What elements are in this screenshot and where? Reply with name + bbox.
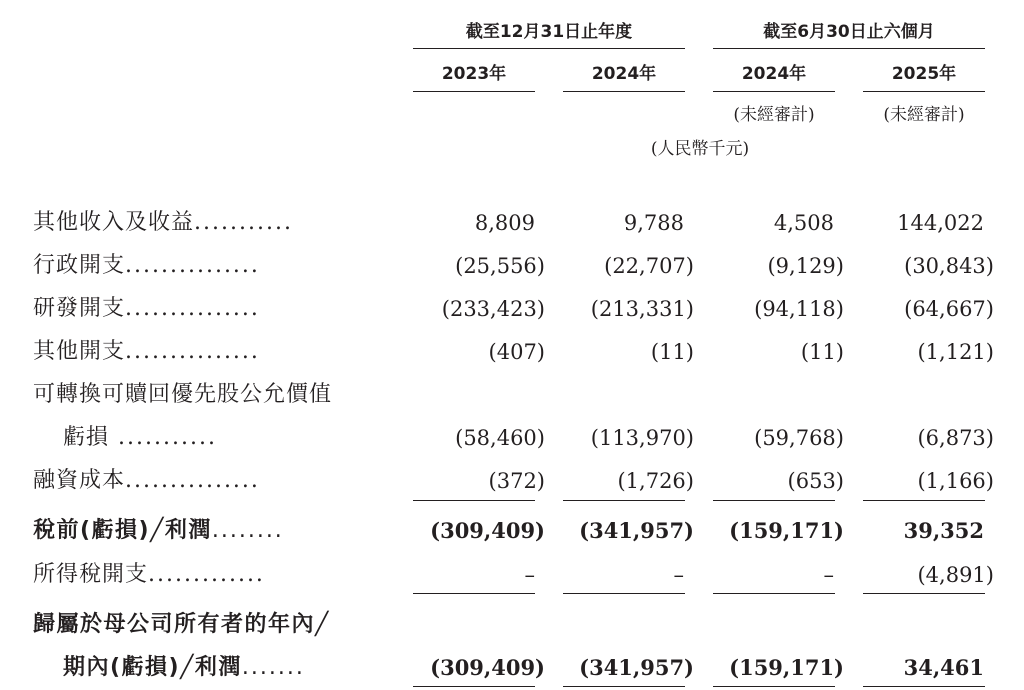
- value-cell: 8,809: [474, 211, 535, 235]
- value-cell: (309,409): [430, 518, 545, 543]
- subtotal-rule: [563, 500, 685, 501]
- total-rule: [713, 593, 835, 594]
- value-cell: –: [524, 563, 535, 587]
- row-label-preferred-shares-loss: 虧損 ...........: [63, 425, 217, 450]
- value-cell: (22,707): [604, 254, 694, 278]
- value-cell: (159,171): [729, 518, 844, 543]
- period-header-half-year: 截至6月30日止六個月: [763, 22, 935, 42]
- unaudited-note-2025: (未經審計): [883, 105, 965, 125]
- row-label-rd-expenses: 研發開支...............: [33, 296, 260, 321]
- double-underline: [863, 686, 985, 687]
- value-cell: –: [673, 563, 684, 587]
- row-label-attributable-line1: 歸屬於母公司所有者的年內╱: [33, 612, 330, 637]
- value-cell: (11): [650, 340, 694, 364]
- row-label-preferred-shares-line1: 可轉換可贖回優先股公允價值: [33, 382, 333, 407]
- column-rule-2023: [413, 91, 535, 92]
- column-header-2025-half: 2025年: [891, 64, 957, 84]
- total-rule: [563, 593, 685, 594]
- double-underline: [413, 686, 535, 687]
- value-cell: 4,508: [773, 211, 834, 235]
- value-cell: (341,957): [579, 655, 694, 680]
- header-rule-half-year: [713, 48, 985, 49]
- value-cell: 9,788: [623, 211, 684, 235]
- period-header-year: 截至12月31日止年度: [465, 22, 633, 42]
- subtotal-rule: [413, 500, 535, 501]
- value-cell: (372): [488, 469, 545, 493]
- value-cell: (113,970): [590, 426, 694, 450]
- value-cell: (4,891): [917, 563, 994, 587]
- value-cell: (341,957): [579, 518, 694, 543]
- value-cell: (59,768): [754, 426, 844, 450]
- value-cell: (6,873): [917, 426, 994, 450]
- value-cell: (9,129): [767, 254, 844, 278]
- row-label-other-expenses: 其他開支...............: [33, 339, 260, 364]
- value-cell: (213,331): [590, 297, 694, 321]
- value-cell: (1,121): [917, 340, 994, 364]
- row-label-administrative-expenses: 行政開支...............: [33, 253, 260, 278]
- header-rule-year: [413, 48, 685, 49]
- value-cell: (1,166): [917, 469, 994, 493]
- value-cell: (653): [787, 469, 844, 493]
- double-underline: [713, 686, 835, 687]
- currency-unit: (人民幣千元): [650, 139, 750, 159]
- value-cell: (233,423): [441, 297, 545, 321]
- value-cell: 39,352: [903, 518, 984, 543]
- value-cell: (11): [800, 340, 844, 364]
- column-header-2023: 2023年: [441, 64, 507, 84]
- value-cell: (159,171): [729, 655, 844, 680]
- subtotal-rule: [713, 500, 835, 501]
- double-underline: [563, 686, 685, 687]
- column-header-2024-year: 2024年: [591, 64, 657, 84]
- value-cell: (58,460): [455, 426, 545, 450]
- value-cell: –: [823, 563, 834, 587]
- subtotal-rule: [863, 500, 985, 501]
- column-header-2024-half: 2024年: [741, 64, 807, 84]
- value-cell: 144,022: [897, 211, 984, 235]
- row-label-profit-before-tax: 稅前(虧損)╱利潤........: [33, 518, 284, 543]
- total-rule: [863, 593, 985, 594]
- column-rule-2024-half: [713, 91, 835, 92]
- column-rule-2024-year: [563, 91, 685, 92]
- value-cell: 34,461: [903, 655, 984, 680]
- row-label-attributable-profit: 期內(虧損)╱利潤.......: [63, 655, 305, 680]
- value-cell: (1,726): [617, 469, 694, 493]
- row-label-finance-costs: 融資成本...............: [33, 468, 260, 493]
- value-cell: (407): [488, 340, 545, 364]
- row-label-other-income: 其他收入及收益...........: [33, 210, 293, 235]
- row-label-income-tax: 所得稅開支.............: [33, 562, 265, 587]
- total-rule: [413, 593, 535, 594]
- unaudited-note-2024: (未經審計): [733, 105, 815, 125]
- value-cell: (94,118): [754, 297, 844, 321]
- value-cell: (30,843): [904, 254, 994, 278]
- value-cell: (64,667): [904, 297, 994, 321]
- value-cell: (25,556): [455, 254, 545, 278]
- value-cell: (309,409): [430, 655, 545, 680]
- column-rule-2025-half: [863, 91, 985, 92]
